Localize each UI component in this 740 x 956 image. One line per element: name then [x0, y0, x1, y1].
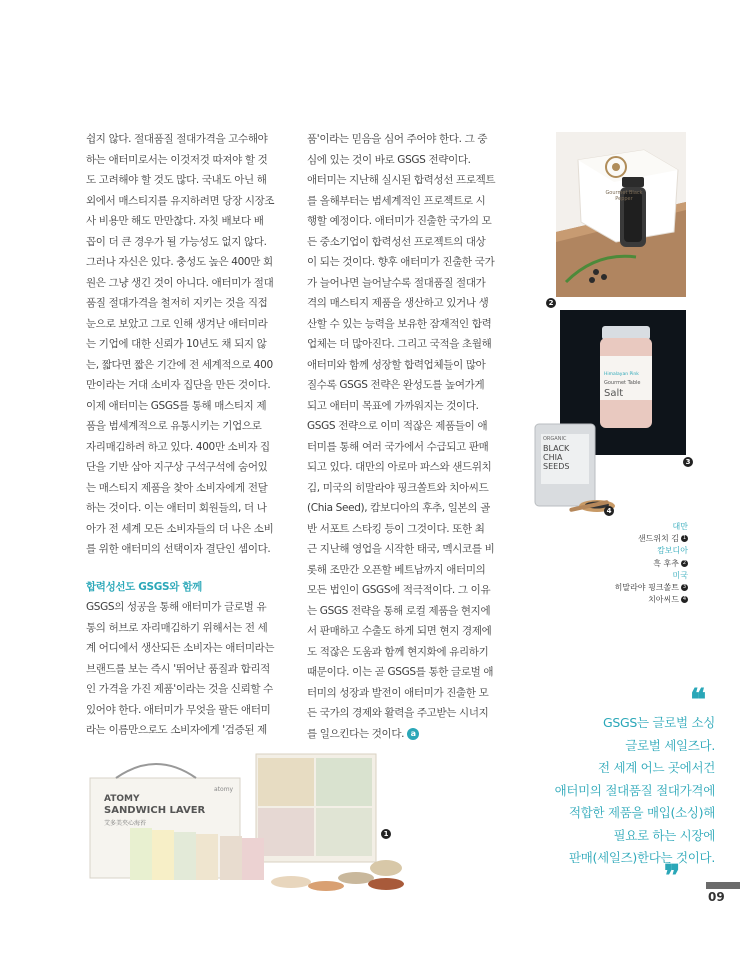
text-line: 든 중소기업이 합력성선 프로젝트의 대상	[307, 235, 486, 248]
column-1-paragraph	[86, 129, 290, 560]
text-line: 터미를 통해 여러 국가에서 수급되고 판매	[307, 440, 489, 453]
legend-item-name: 흑 후추	[653, 558, 679, 568]
text-line	[307, 724, 513, 745]
pepper-photo	[556, 132, 686, 297]
photo-number-1: 1	[381, 829, 391, 839]
quote-line: 전 세계 어느 곳에서건	[598, 760, 715, 775]
text-line: GSGS 전략으로 이미 적잖은 제품들이 애	[307, 420, 488, 432]
text-line: 는 매스티지 제품을 찾아 소비자에게 전달	[86, 481, 268, 494]
legend-item	[615, 594, 688, 606]
legend-country: 대만	[672, 522, 688, 531]
text-line: 통의 허브로 자리매김하기 위해서는 전 세	[86, 621, 268, 634]
pepper-illustration	[556, 132, 686, 297]
quote-close-mark: ❞	[664, 859, 681, 894]
page-number: 09	[708, 890, 725, 904]
laver-box-brand: atomy	[214, 786, 234, 793]
chia-label-line3: CHIA	[543, 453, 563, 462]
text-line: 품질 절대가격을 철저히 지키는 것을 직접	[86, 297, 268, 309]
salt-label-line1: Himalayan Pink	[604, 372, 639, 377]
section-heading: 합력성선도 GSGS와 함께	[86, 580, 202, 593]
legend-item-name: 치아씨드	[648, 595, 679, 605]
text-line: 사 비용만 해도 만만찮다. 자칫 배보다 배	[86, 215, 264, 227]
legend-item	[615, 558, 688, 570]
text-line: 애터미는 지난해 실시된 합력성선 프로젝트	[307, 174, 496, 186]
text-line: 애터미와 함께 성장할 합력업체들이 많아	[307, 358, 486, 371]
text-line: 격의 매스티지 제품을 생산하고 있거나 생	[307, 297, 489, 309]
text-line: 그러나 자신은 있다. 충성도 높은 400만 회	[86, 256, 273, 268]
laver-brand: ATOMY	[104, 794, 140, 804]
text-line: 도 적잖은 도움과 함께 현지화에 유리하기	[307, 645, 489, 658]
text-line: (Chia Seed), 캄보디아의 후추, 일본의 골	[307, 502, 490, 514]
quote-line: 적합한 제품을 매입(소싱)해	[568, 805, 715, 820]
legend-item-number: 1	[682, 535, 687, 542]
quote-open-mark: ❝	[690, 683, 707, 718]
salt-label-line2: Gourmet Table	[604, 380, 641, 386]
article-column-2	[307, 129, 513, 744]
salt-label-line3: Salt	[604, 388, 624, 399]
text-line: 반 서포트 스타킹 등이 그것이다. 또한 최	[307, 522, 485, 535]
legend-country: 캄보디아	[657, 546, 688, 556]
text-line: 꼽이 더 큰 경우가 될 가능성도 없지 않다.	[86, 235, 267, 248]
sandwich-laver-photo	[86, 750, 416, 900]
text-line: 하는 애터미로서는 이것저것 따져야 할 것	[86, 153, 268, 166]
photo-number-4: 4	[604, 506, 614, 516]
text-line: 심에 있는 것이 바로 GSGS 전략이다.	[307, 153, 471, 166]
text-line: 서 판매하고 수출도 하게 되면 현지 경제에	[307, 625, 492, 637]
text-line: 쉽지 않다. 절대품질 절대가격을 고수해야	[86, 133, 268, 145]
text-line: 질수록 GSGS 전략은 완성도를 높여가게	[307, 379, 485, 391]
text-line: 되고 애터미 목표에 가까워지는 것이다.	[307, 399, 479, 412]
text-line: 있어야 한다. 애터미가 무엇을 팔든 애터미	[86, 703, 271, 716]
text-line: 가 늘어나면 늘어날수록 절대품질 절대가	[307, 276, 486, 289]
quote-line: 애터미의 절대품질 절대가격에	[554, 782, 715, 798]
text-line: 아가 전 세계 모든 소비자들의 더 나은 소비	[86, 522, 274, 535]
chia-label-line2: BLACK	[543, 444, 570, 453]
laver-title: SANDWICH LAVER	[104, 805, 206, 816]
legend-item-name: 샌드위치 김	[637, 534, 679, 544]
legend-item	[615, 533, 688, 545]
text-line: 롯해 조만간 오픈할 베트남까지 애터미의	[307, 563, 486, 576]
text-line: 업체는 더 많아진다. 그리고 국적을 초월해	[307, 338, 492, 350]
text-line: 하는 것이다. 이는 애터미 회원들의, 더 나	[86, 502, 267, 514]
quote-line: 판매(세일즈)한다는 것이다.	[568, 850, 715, 865]
legend-item-number: 3	[682, 584, 687, 591]
text-line: 도 고려해야 할 것도 많다. 국내도 아닌 해	[86, 174, 267, 186]
product-legend	[615, 521, 688, 606]
article-column-1	[86, 129, 290, 741]
legend-item-number: 2	[682, 559, 687, 566]
text-line-final: 를 일으킨다는 것이다.	[307, 727, 405, 740]
text-line: 를 위한 애터미의 선택이자 결단인 셈이다.	[86, 543, 271, 555]
text-line: 든 국가의 경제와 활력을 주고받는 시너지	[307, 707, 489, 719]
photo-number-2: 2	[546, 298, 556, 308]
text-line: 터미의 성장과 발전이 애터미가 진출한 모	[307, 686, 489, 699]
text-line: 근 지난해 영업을 시작한 태국, 멕시코를 비	[307, 543, 495, 555]
quote-line: 필요로 하는 시장에	[613, 827, 715, 843]
text-line: 산할 수 있는 능력을 보유한 잠재적인 합력	[307, 317, 492, 330]
text-line: 원은 그냥 생긴 것이 아니다. 애터미가 절대	[86, 276, 274, 289]
text-line: 를 올해부터는 범세계적인 프로젝트로 시	[307, 194, 486, 207]
text-line: 는, 짧다면 짧은 기간에 전 세계적으로 400	[86, 358, 273, 371]
pepper-box-label: Gourmet Black Pepper	[605, 190, 643, 202]
text-line: 외에서 매스티지를 유지하려면 당장 시장조	[86, 194, 275, 207]
text-line: 품을 범세계적으로 유통시키는 기업으로	[86, 420, 262, 432]
text-line: 이제 애터미는 GSGS를 통해 매스티지 제	[86, 399, 267, 412]
legend-item-number: 4	[682, 596, 687, 603]
article-end-mark: a	[407, 728, 419, 740]
legend-item	[615, 582, 688, 594]
column-2-paragraph	[307, 129, 513, 744]
text-line: 는 GSGS 전략을 통해 로컬 제품을 현지에	[307, 604, 491, 617]
text-line: 계 어디에서 생산되든 소비자는 애터미라는	[86, 642, 275, 654]
legend-country: 미국	[672, 570, 688, 580]
text-line: 눈으로 보았고 그로 인해 생겨난 애터미라	[86, 317, 268, 330]
text-line: 라는 이름만으로도 소비자에게 '검증된 제	[86, 724, 267, 736]
chia-label-line4: SEEDS	[543, 462, 570, 471]
text-line: 이 되는 것이다. 향후 애터미가 진출한 국가	[307, 256, 495, 268]
chia-label-line1: ORGANIC	[543, 436, 567, 442]
text-line: 때문이다. 이는 곧 GSGS를 통한 글로벌 애	[307, 666, 494, 678]
text-line: 행할 예정이다. 애터미가 진출한 국가의 모	[307, 215, 492, 227]
photo-number-3: 3	[683, 457, 693, 467]
text-line: GSGS의 성공을 통해 애터미가 글로벌 유	[86, 601, 267, 613]
pull-quote	[525, 712, 715, 870]
page-number-bar	[706, 882, 740, 889]
text-line: 모든 법인이 GSGS에 적극적이다. 그 이유	[307, 584, 491, 596]
text-line: 단을 기반 삼아 지구상 구석구석에 숨어있	[86, 461, 268, 473]
quote-line: GSGS는 글로벌 소싱	[602, 715, 715, 730]
text-line: 인 가격을 가진 제품'이라는 것을 신뢰할 수	[86, 683, 273, 695]
column-1-section-text	[86, 597, 290, 741]
text-line: 되고 있다. 대만의 아로마 파스와 샌드위치	[307, 461, 492, 473]
text-line: 품'이라는 믿음을 심어 주어야 한다. 그 중	[307, 133, 488, 145]
text-line: 브랜드를 보는 즉시 '뛰어난 품질과 합리적	[86, 662, 270, 675]
quote-line: 글로벌 세일즈다.	[625, 737, 715, 753]
chia-photo	[529, 420, 619, 516]
laver-subtitle: 艾多美夹心海苔	[104, 820, 147, 827]
text-line: 김, 미국의 히말라야 핑크쏠트와 치아씨드	[307, 481, 489, 494]
legend-item-name: 히말라야 핑크쏠트	[614, 583, 679, 593]
text-line: 만이라는 거대 소비자 집단을 만든 것이다.	[86, 379, 271, 391]
text-line: 는 기업에 대한 신뢰가 10년도 채 되지 않	[86, 338, 267, 350]
text-line: 자리매김하려 하고 있다. 400만 소비자 집	[86, 440, 270, 453]
